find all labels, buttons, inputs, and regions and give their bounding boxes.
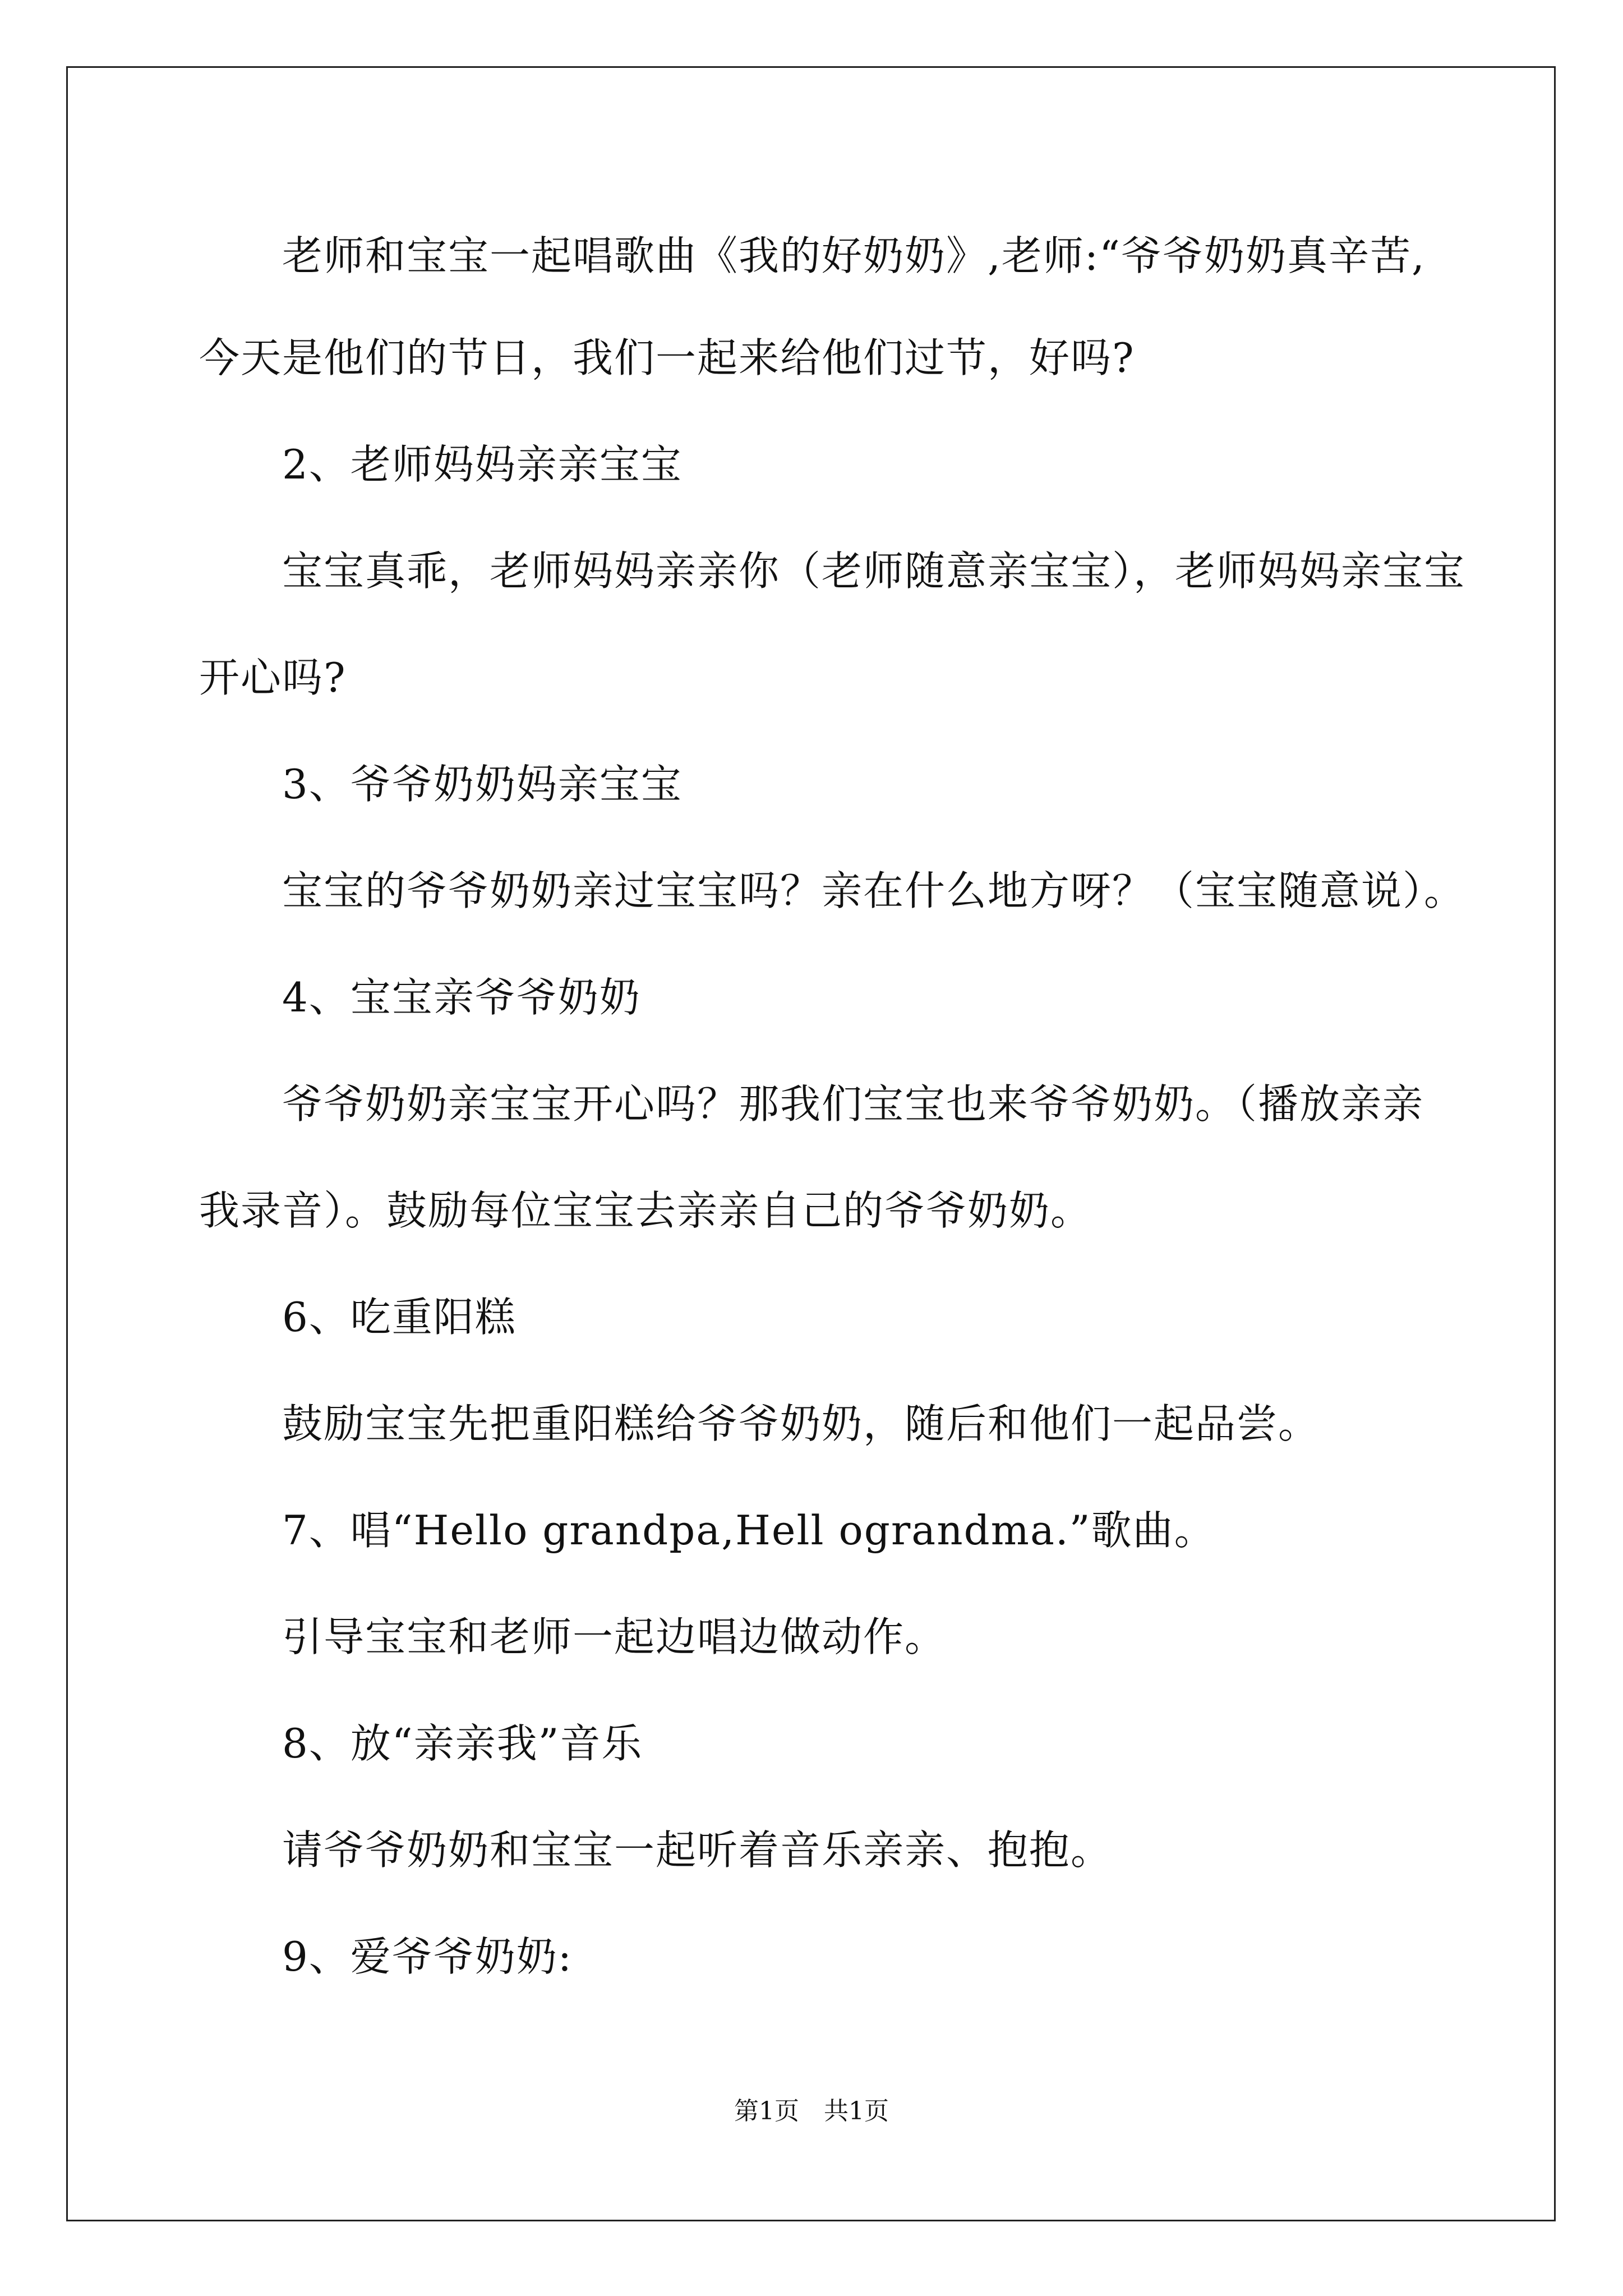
- section-heading-8: 8、放“亲亲我”音乐: [282, 1720, 643, 1767]
- section-heading-2: 2、老师妈妈亲亲宝宝: [282, 441, 683, 488]
- paragraph-line-2: 今天是他们的节日，我们一起来给他们过节，好吗?: [199, 334, 1135, 381]
- section-heading-4: 4、宝宝亲爷爷奶奶: [282, 974, 641, 1021]
- paragraph-line-5: 宝宝的爷爷奶奶亲过宝宝吗？亲在什么地方呀？（宝宝随意说）。: [282, 867, 1466, 914]
- paragraph-line-9: 引导宝宝和老师一起边唱边做动作。: [282, 1613, 947, 1660]
- paragraph-line-4: 开心吗?: [199, 654, 347, 701]
- section-heading-3: 3、爷爷奶奶妈亲宝宝: [282, 761, 683, 808]
- paragraph-line-10: 请爷爷奶奶和宝宝一起听着音乐亲亲、抱抱。: [282, 1826, 1113, 1874]
- section-heading-9: 9、爱爷爷奶奶:: [282, 1933, 573, 1980]
- paragraph-line-3: 宝宝真乖，老师妈妈亲亲你（老师随意亲宝宝），老师妈妈亲宝宝: [282, 547, 1466, 595]
- section-heading-6: 6、吃重阳糕: [282, 1294, 517, 1341]
- paragraph-line-1: 老师和宝宝一起唱歌曲《我的好奶奶》,老师:“爷爷奶奶真辛苦,: [282, 232, 1426, 279]
- paragraph-line-6: 爷爷奶奶亲宝宝开心吗？那我们宝宝也来爷爷奶奶。（播放亲亲: [282, 1080, 1424, 1128]
- paragraph-line-8: 鼓励宝宝先把重阳糕给爷爷奶奶，随后和他们一起品尝。: [282, 1400, 1320, 1447]
- section-heading-7: 7、唱“Hello grandpa,Hell ograndma.”歌曲。: [282, 1507, 1216, 1554]
- paragraph-line-7: 我录音）。鼓励每位宝宝去亲亲自己的爷爷奶奶。: [199, 1187, 1092, 1234]
- page-footer: 第1页 共1页: [734, 2097, 889, 2125]
